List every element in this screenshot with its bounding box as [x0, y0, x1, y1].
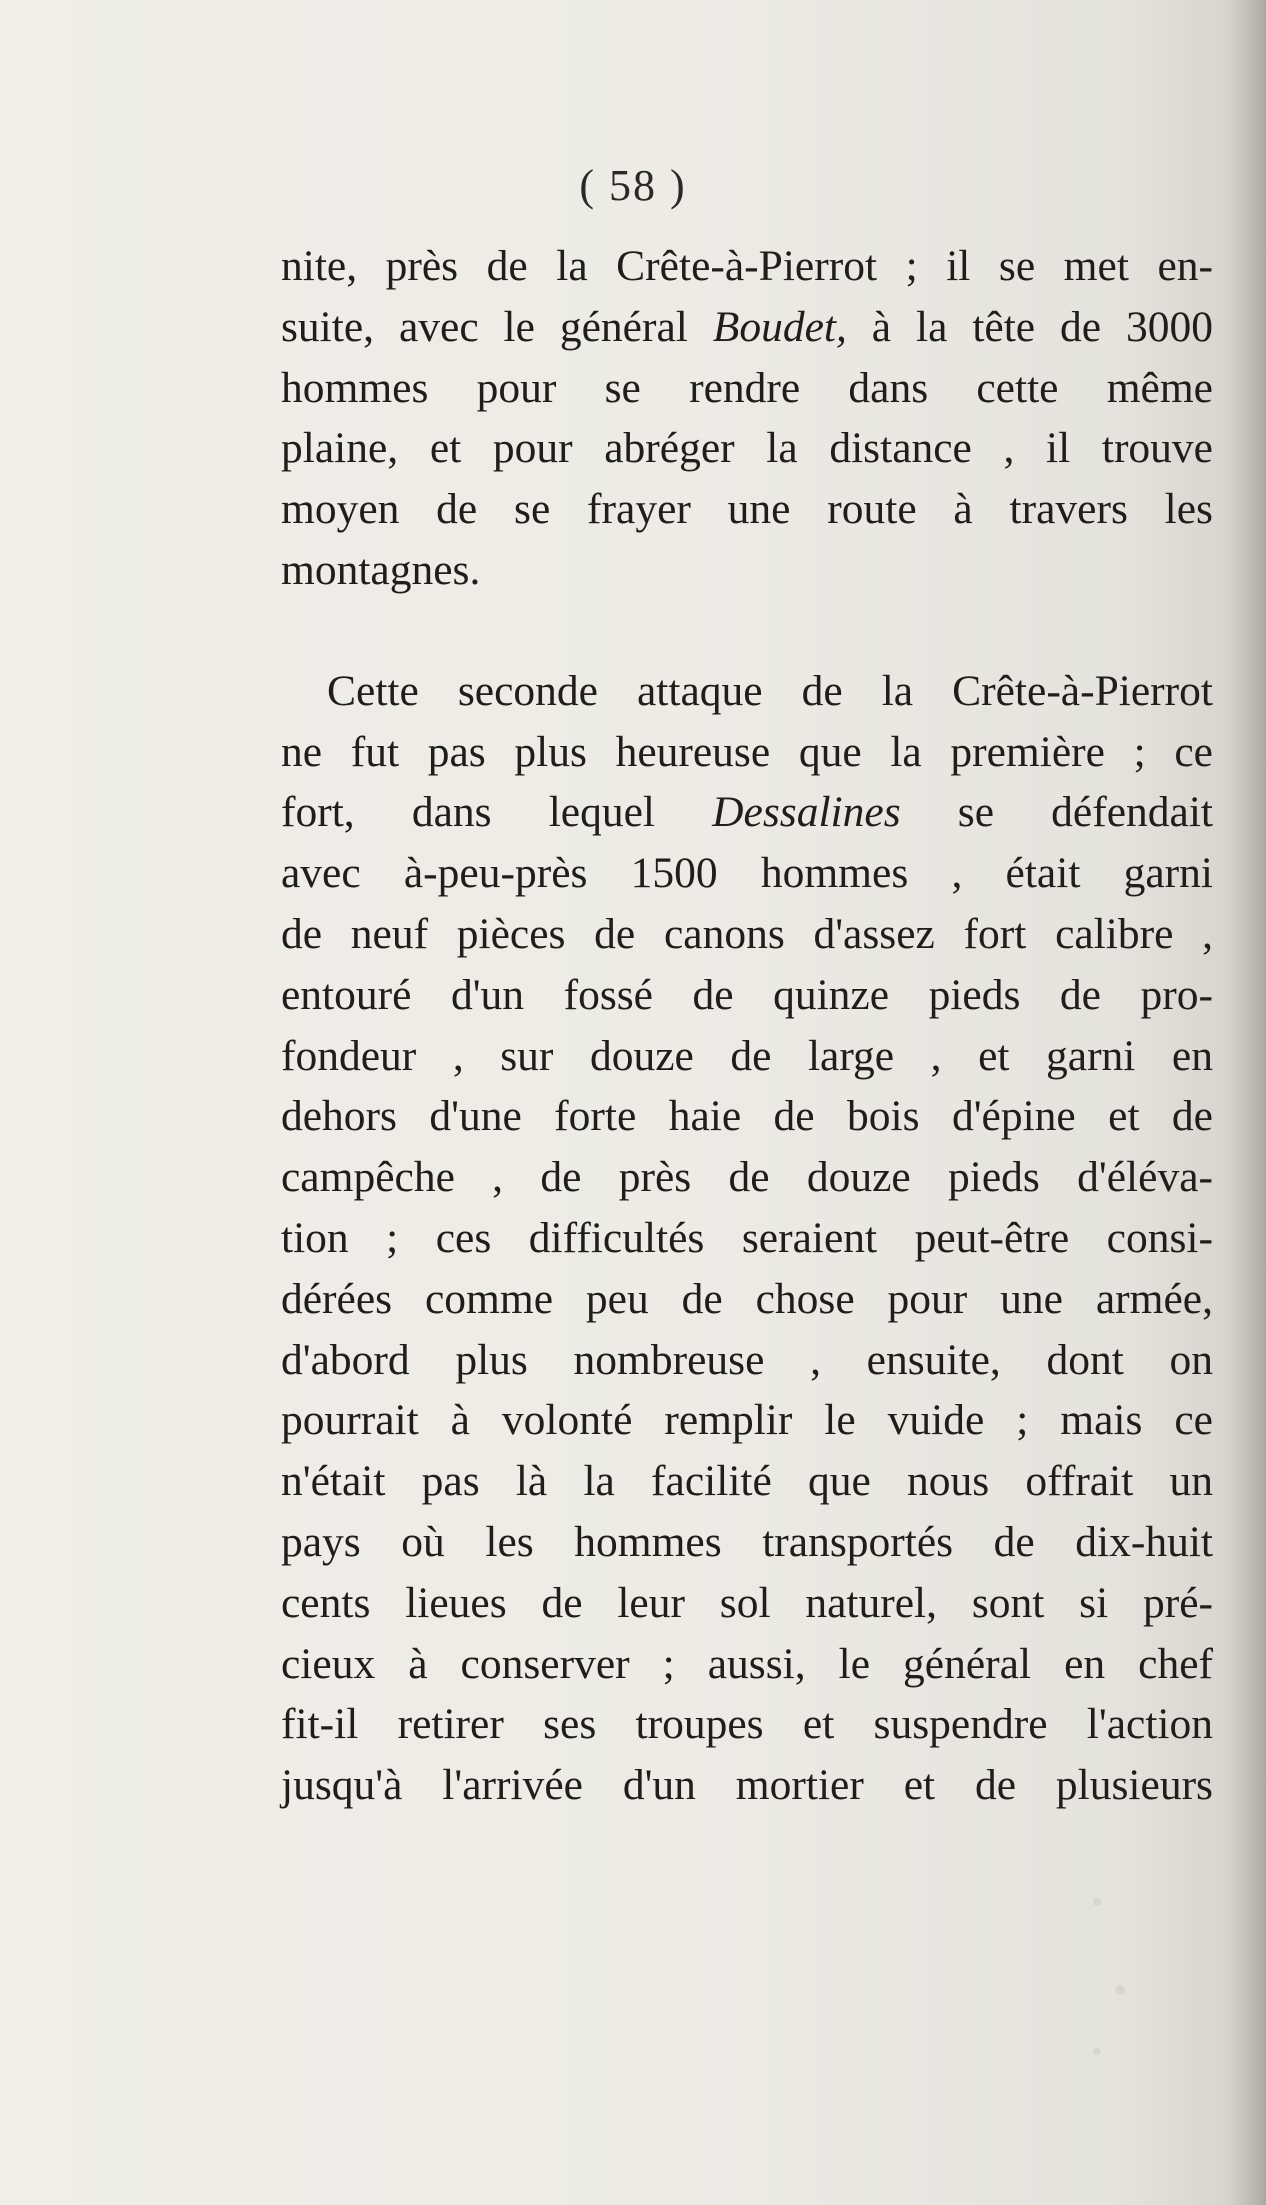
text-line: tion ; ces difficultés seraient peut-être consi- — [281, 1213, 1213, 1262]
text-line: ne fut pas plus heureuse que la première ; ce — [281, 727, 1213, 776]
paragraph-gap — [281, 601, 1213, 661]
paper-spot — [1093, 1898, 1101, 1906]
text-line: entouré d'un fossé de quinze pieds de pro- — [281, 970, 1213, 1019]
text-line: n'était pas là la facilité que nous offrait un — [281, 1457, 1213, 1506]
paper-spot — [1093, 2048, 1101, 2055]
text-line: cents lieues de leur sol naturel, sont si pré- — [281, 1578, 1213, 1627]
text-line: hommes pour se rendre dans cette même — [281, 363, 1213, 412]
text-line: avec à-peu-près 1500 hommes , était garni — [281, 849, 1213, 898]
text-line: Cette seconde attaque de la Crête-à-Pierrot — [327, 666, 1213, 715]
text-line: de neuf pièces de canons d'assez fort calibre , — [281, 909, 1213, 958]
text-line: fort, dans lequel Dessalines se défendait — [281, 788, 1213, 837]
text-line: nite, près de la Crête-à-Pierrot ; il se met en- — [281, 242, 1213, 290]
text-line: fit-il retirer ses troupes et suspendre l'action — [281, 1700, 1213, 1749]
text-line: cieux à conserver ; aussi, le général en chef — [281, 1639, 1213, 1688]
name-boudet: Boudet, — [712, 302, 847, 351]
paper-spot — [1115, 1985, 1125, 1995]
page-edge-shadow — [1228, 0, 1266, 2205]
text-line: moyen de se frayer une route à travers les — [281, 485, 1213, 534]
text-line: plaine, et pour abréger la distance , il trouve — [281, 424, 1213, 473]
text-line: montagnes. — [281, 545, 481, 594]
text-line: pays où les hommes transportés de dix-huit — [281, 1517, 1213, 1566]
text-line: dehors d'une forte haie de bois d'épine et de — [281, 1092, 1213, 1141]
body-text — [281, 236, 1213, 1816]
text-line: fondeur , sur douze de large , et garni en — [281, 1031, 1213, 1080]
text-line: d'abord plus nombreuse , ensuite, dont on — [281, 1335, 1213, 1384]
page-number: ( 58 ) — [579, 161, 687, 210]
text-line: suite, avec le général Boudet, à la tête de 3000 — [281, 302, 1213, 351]
text-line: campêche , de près de douze pieds d'éléva- — [281, 1153, 1213, 1202]
text-line: dérées comme peu de chose pour une armée, — [281, 1274, 1213, 1323]
name-dessalines: Dessalines — [712, 788, 901, 837]
text-line: pourrait à volonté remplir le vuide ; mais ce — [281, 1396, 1213, 1445]
text-line: jusqu'à l'arrivée d'un mortier et de plusieurs — [281, 1761, 1213, 1810]
